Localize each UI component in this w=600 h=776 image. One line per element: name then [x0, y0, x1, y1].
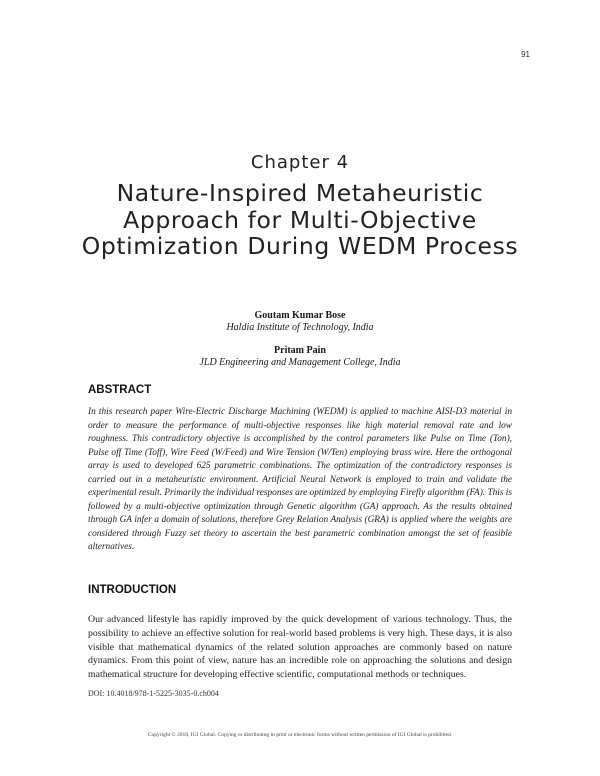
page-number: 91 [521, 50, 530, 59]
doi-line: DOI: 10.4018/978-1-5225-3035-0.ch004 [88, 689, 219, 698]
chapter-title: Nature-Inspired Metaheuristic Approach for Multi-Objective Optimization During WEDM Process [81, 179, 519, 260]
author-affiliation: JLD Engineering and Management College, India [199, 357, 401, 368]
chapter-label: Chapter 4 [250, 152, 350, 173]
author-name: Goutam Kumar Bose [254, 310, 346, 321]
introduction-text: Our advanced lifestyle has rapidly improved by the quick development of various technology. Thus, the possibility to achieve an effective solution for real-world based problems is very high. These days, it is also visible that mathematical dynamics of the related solution approaches are commonly based on nature dynamics. From this point of view, nature has an incredible role on approaching the solutions and design mathematical structure for developing effective scientific, computational methods or techniques. [88, 614, 512, 681]
author-name: Pritam Pain [274, 345, 326, 356]
abstract-heading: ABSTRACT [88, 384, 152, 396]
copyright-notice: Copyright © 2018, IGI Global. Copying or distributing in print or electronic forms without written permission of IGI Global is prohibited. [147, 732, 453, 738]
introduction-heading: INTRODUCTION [88, 584, 177, 596]
abstract-text: In this research paper Wire-Electric Discharge Machining (WEDM) is applied to machine AISI-D3 material in order to measure the performance of multi-objective responses like high material removal rate and low roughness. This contradictory objective is accomplished by the control parameters like Pulse on Time (Ton), Pulse off Time (Toff), Wire Feed (W/Feed) and Wire Tension (W/Ten) employing brass wire. Here the orthogonal array is used to developed 625 parametric combinations. The optimization of the contradictory responses is carried out in a metaheuristic environment. Artificial Neural Network is employed to train and validate the experimental result. Primarily the individual responses are optimized by employing Firefly algorithm (FA). This is followed by a multi-objective optimization through Genetic algorithm (GA) approach. As the results obtained through GA infer a domain of solutions, therefore Grey Relation Analysis (GRA) is applied where the weights are considered through Fuzzy set theory to ascertain the best parametric combination amongst the set of feasible alternatives. [88, 407, 512, 552]
author-affiliation: Haldia Institute of Technology, India [226, 322, 374, 333]
